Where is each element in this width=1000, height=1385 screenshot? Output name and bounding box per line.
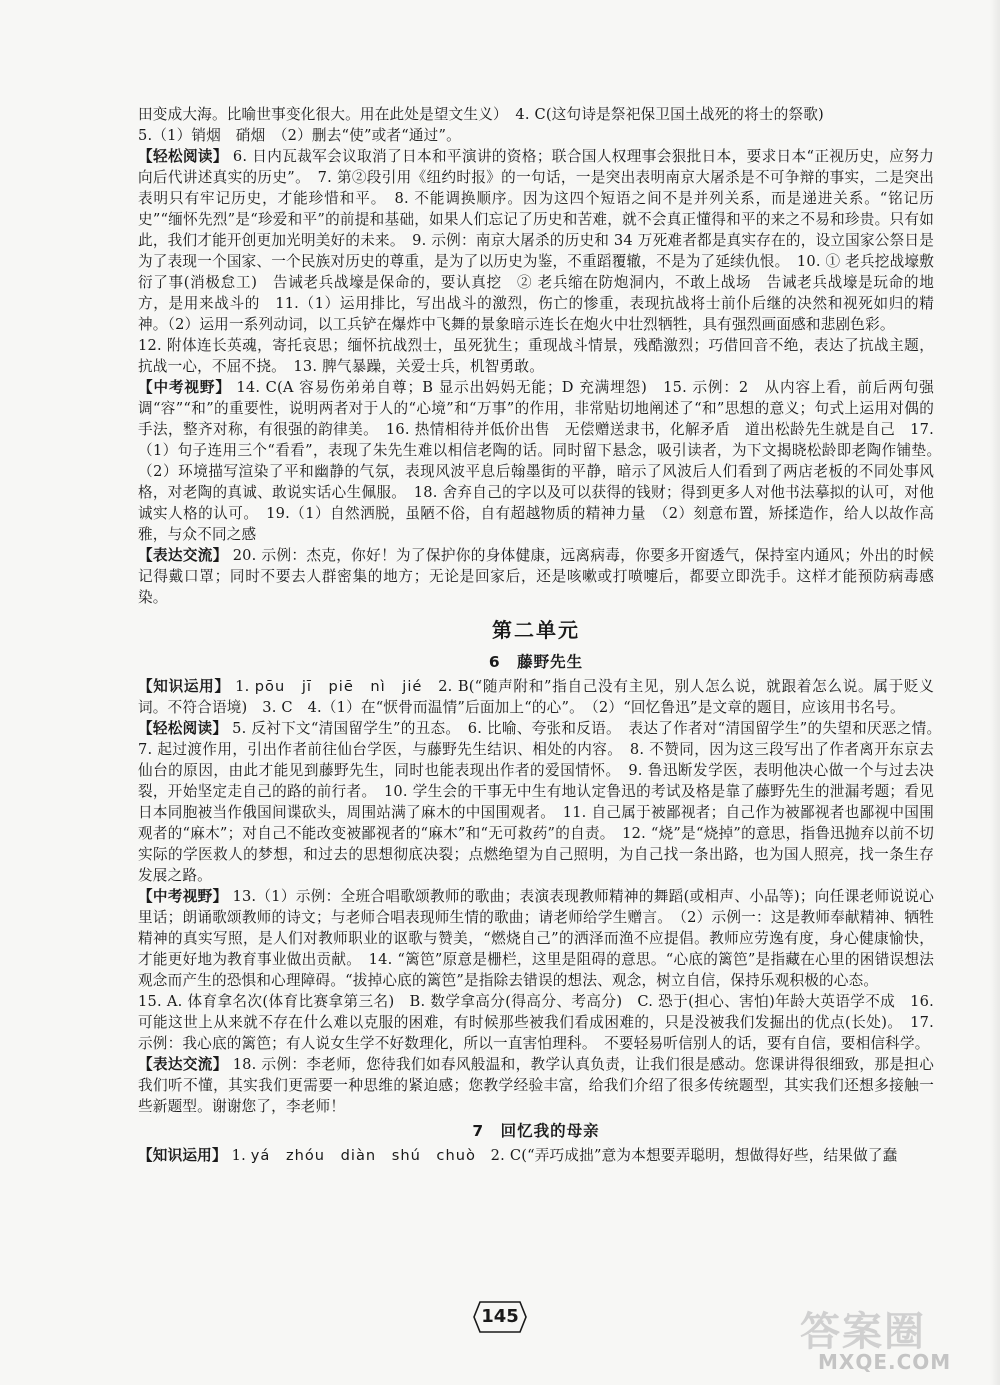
- section-text: 5. 反衬下文“清国留学生”的丑态。 6. 比喻、夸张和反语。 表达了作者对“清国留学生”的失望和厌恶之情。 7. 起过渡作用，引出作者前往仙台学医，与藤野先生结识、相处的内容。 8. 不赞同，因为这三段写出了作者离开东京去仙台的原因，由此才能见到藤野先生，同时也能表现出作者的爱国情怀。 9. 鲁迅断发学医，表明他决心做一个与过去决裂，开始坚定走自己的路的前行者。 10. 学生会的干事无中生有地认定鲁迅的考试及格是靠了藤野先生的泄漏考题；看见日本同胞被当作俄国间谍砍头，周围站满了麻木的中国围观者。 11. 自己属于被鄙视者；自己作为被鄙视者也鄙视中国围观者的“麻木”；对自己不能改变被鄙视者的“麻木”和“无可救药”的自责。 12. “烧”是“烧掉”的意思，指鲁迅抛弃以前不切实际的学医救人的梦想，和过去的思想彻底决裂；点燃绝望为自己照明，为自己找一条出路，也为国人照亮，找一条生存发展之路。: [138, 720, 949, 884]
- section-text: 2. B(“随声附和”指自己没有主见，别人怎么说，就跟着怎么说。属于贬义词。不符合语境) 3. C 4.（1）在“恹骨而温情”后面加上“的心”。 （2）“回忆鲁迅”是文章的题目，应该用书名号。: [138, 678, 935, 716]
- section-text: 1.: [226, 1147, 251, 1164]
- answer-content: [138, 104, 949, 1166]
- section-text: 6. 日内瓦裁军会议取消了日本和平演讲的资格；联合国人权理事会狠批日本，要求日本“正视历史，应努力向后代讲述真实的历史”。 7. 第②段引用《纽约时报》的一句话，一是突出表明南京大屠杀是不可争辩的事实，二是突出表明只有牢记历史，才能珍惜和平。 8. 不能调换顺序。因为这四个短语之间不是并列关系，而是递进关系。“铭记历史”“缅怀先烈”是“珍爱和平”的前提和基础，如果人们忘记了历史和苦难，就不会真正懂得和平的来之不易和珍贵。只有如此，我们才能开创更加光明美好的未来。 9. 示例：南京大屠杀的历史和 34 万死难者都是真实存在的，设立国家公祭日是为了表现一个国家、一个民族对历史的尊重，是为了以历史为鉴，不重蹈覆辙，不是为了延续仇恨。 10. ① 老兵挖战壕敷衍了事(消极怠工) 告诫老兵战壕是保命的，要认真挖 ② 老兵缩在防炮洞内，不敢上战场 告诫老兵战壕是玩命的地方，是用来战斗的 11.（1）运用排比，写出战斗的激烈，伤亡的惨重，表现抗战将士前仆后继的决然和视死如归的精神。（2）运用一系列动词，以工兵铲在爆炸中飞舞的景象暗示连长在炮火中壮烈牺牲，具有强烈画面感和悲剧色彩。: [138, 148, 935, 333]
- section-text: 14. C(A 容易伤弟弟自尊；B 显示出妈妈无能；D 充满埋怨) 15. 示例：2 从内容上看，前后两句强调“容”“和”的重要性，说明两者对于人的“心境”和“万事”的作用，非常贴切地阐述了“和”思想的意义；句式上运用对偶的手法，整齐对称，有很强的韵律美。 16. 热情相待并低价出售 无偿赠送隶书，化解矛盾 道出松龄先生就是自己 17.（1）句子连用三个“看看”，表现了朱先生难以相信老陶的话。同时留下悬念，吸引读者，为下文揭晓松龄即老陶作铺垫。 （2）环境描写渲染了平和幽静的气氛，表现风波平息后翰墨街的平静，暗示了风波后人们看到了两店老板的不同处事风格，对老陶的真诚、敢说实话心生佩服。 18. 舍弃自己的字以及可以获得的钱财；得到更多人对他书法摹拟的认可，对他诚实人格的认可。 19.（1）自然洒脱，虽陋不俗，自有超越物质的精神力量 （2）刻意布置，矫揉造作，给人以故作高雅，与众不同之感: [138, 379, 949, 543]
- section-text: 2. C(“弄巧成拙”意为本想要弄聪明，想做得好些，结果做了蠢: [475, 1147, 898, 1164]
- pinyin-answer: yá zhóu diàn shú chuò: [250, 1147, 476, 1164]
- watermark-url: MXQE.COM: [818, 1350, 952, 1374]
- section-text: 20. 示例：杰克，你好！为了保护你的身体健康，远离病毒，你要多开窗透气，保持室内通风；外出的时候记得戴口罩；同时不要去人群密集的地方；无论是回家后，还是咳嗽或打喷嚏后，都要立即洗手。这样才能预防病毒感染。: [138, 547, 935, 606]
- watermark-logo: [800, 1300, 990, 1380]
- unit-title: 第二单元: [492, 618, 580, 642]
- paragraph: 15. A. 体育拿名次(体育比赛拿第三名) B. 数学拿高分(得高分、考高分) C. 恐于(担心、害怕)年龄大英语学不成 16. 可能这世上从来就不存在什么难以克服的困难，有时候那些被我们看成困难的，只是没被我们发掘出的优点(长处)。 17. 示例：我心底的篱笆；有人说女生学不好数理化，所以一直害怕理科。 不要轻易听信别人的话，要有自信，要相信科学。: [138, 993, 934, 1052]
- express-section: [138, 545, 934, 608]
- section-tag: 【表达交流】: [138, 547, 228, 564]
- lesson-title: 7 回忆我的母亲: [472, 1122, 600, 1140]
- section-tag: 【轻松阅读】: [138, 720, 228, 737]
- exam-section: [138, 377, 949, 545]
- section-tag: 【轻松阅读】: [138, 148, 228, 165]
- section-text: 1.: [229, 678, 255, 695]
- knowledge-section: [138, 676, 934, 718]
- paragraph: 5.（1）销烟 硝烟 （2）删去“使”或者“通过”。: [138, 127, 461, 144]
- page-binding-shadow: [990, 0, 1000, 1385]
- section-tag: 【中考视野】: [138, 379, 231, 396]
- reading-section: [138, 146, 934, 335]
- reading-section: [138, 718, 949, 886]
- paragraph: 12. 附体连长英魂，寄托哀思；缅怀抗战烈士，虽死犹生；重现战斗情景，残酷激烈；巧借回音不绝，表达了抗战主题，抗战一心，不屈不挠。 13. 脾气暴躁，关爱士兵，机智勇敢。: [138, 337, 934, 375]
- knowledge-section: [138, 1145, 934, 1166]
- section-tag: 【知识运用】: [138, 678, 230, 695]
- section-text: 13.（1）示例：全班合唱歌颂教师的歌曲；表演表现教师精神的舞蹈(或相声、小品等)；向任课老师说说心里话；朗诵歌颂教师的诗文；与老师合唱表现师生情的歌曲；请老师给学生赠言。 （2）示例一：这是教师奉献精神、牺牲精神的真实写照，是人们对教师职业的讴歌与赞美，“燃烧自己”的洒泽而渔不应提倡。教师应劳逸有度，身心健康愉快，才能更好地为教育事业做出贡献。 14. “篱笆”原意是栅栏，这里是阻碍的意思。“心底的篱笆”是指藏在心里的困错误想法观念而产生的恐惧和心理障碍。“拔掉心底的篱笆”是指除去错误的想法、观念，树立自信，保持乐观积极的心态。: [138, 888, 935, 989]
- pinyin-answer: pōu jī piē nì jié: [254, 678, 423, 695]
- section-tag: 【知识运用】: [138, 1147, 227, 1164]
- exam-section: [138, 886, 934, 991]
- section-tag: 【表达交流】: [138, 1056, 228, 1073]
- watermark-text: 答案圈: [800, 1309, 926, 1355]
- lesson-title: 6 藤野先生: [488, 653, 584, 671]
- express-section: [138, 1054, 934, 1117]
- section-tag: 【中考视野】: [138, 888, 228, 905]
- page-number: [472, 1300, 528, 1334]
- page-number-text: 145: [481, 1306, 519, 1327]
- paragraph: 田变成大海。比喻世事变化很大。用在此处是望文生义） 4. C(这句诗是祭祀保卫国土战死的将士的祭歌): [138, 106, 824, 123]
- section-text: 18. 示例：李老师，您待我们如春风般温和，教学认真负责，让我们很是感动。您课讲得很细致，那是担心我们听不懂，其实我们更需要一种思维的紧迫感；您教学经验丰富，给我们介绍了很多传统题型，其实我们还想多接触一些新题型。谢谢您了，李老师！: [138, 1056, 935, 1115]
